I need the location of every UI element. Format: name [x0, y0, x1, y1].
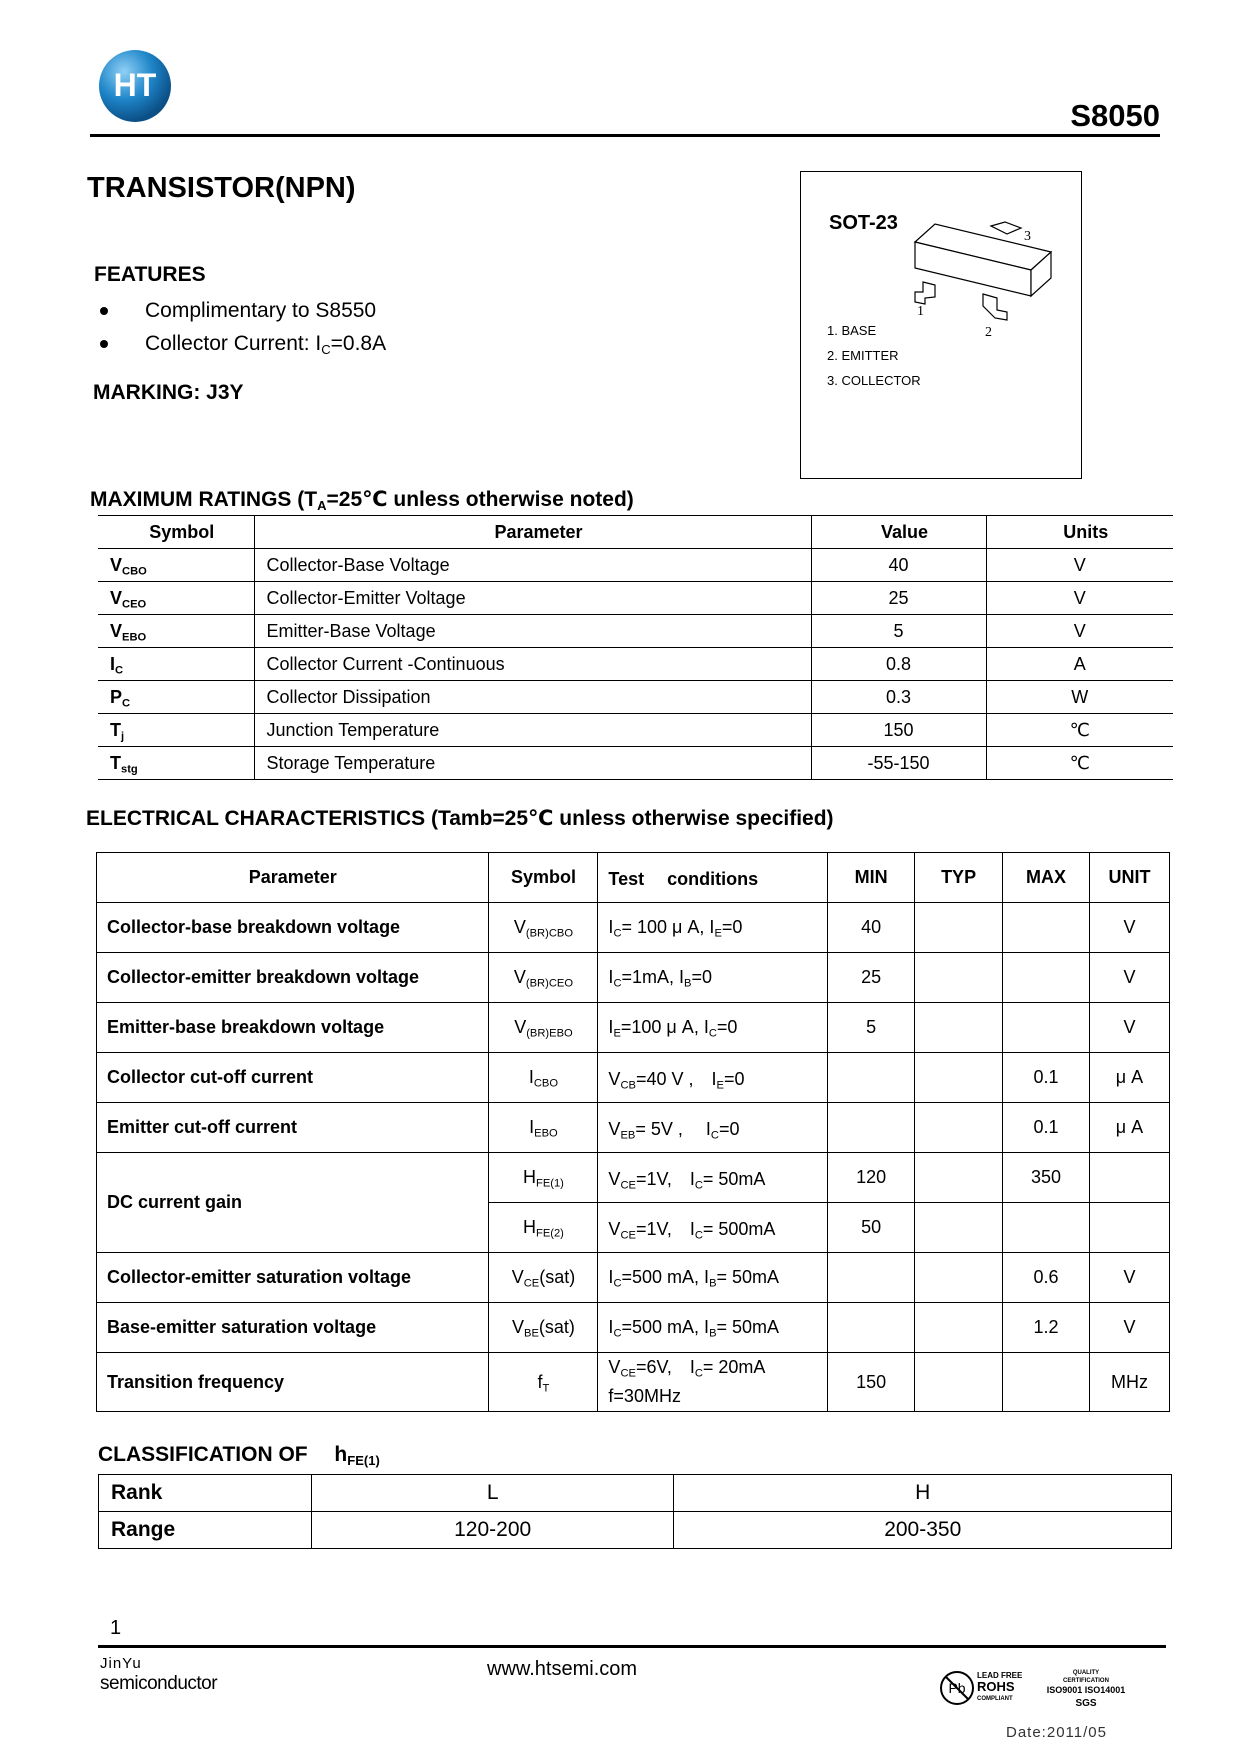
max-cell: 0.6 — [1003, 1253, 1090, 1303]
company-logo — [97, 48, 173, 124]
electrical-table — [96, 852, 1170, 1412]
bullet-icon — [100, 340, 108, 348]
table-row — [97, 1253, 1170, 1303]
feature-text: Complimentary to S8550 — [145, 299, 377, 322]
column-header: Parameter — [254, 516, 811, 549]
certification-badges — [938, 1662, 1148, 1712]
value-cell: 0.8 — [811, 648, 986, 681]
max-ratings-body — [98, 549, 1173, 780]
unit-cell: W — [986, 681, 1173, 714]
symbol-cell: $T_j$ — [98, 714, 254, 747]
part-number: S8050 — [1070, 98, 1160, 133]
symbol-cell: $V_{CEO}$ — [98, 582, 254, 615]
conditions-cell: $I_E=100$ μ A, $I_C=0$ — [598, 1003, 828, 1053]
conditions-cell: $V_{CE}=1V$, $I_C= 50mA$ — [598, 1153, 828, 1203]
range-cell: 120-200 — [311, 1512, 674, 1549]
table-row — [98, 681, 1173, 714]
table-row — [97, 903, 1170, 953]
symbol-cell: $I_C$ — [98, 648, 254, 681]
unit-cell — [1089, 1203, 1169, 1253]
column-header: Symbol — [98, 516, 254, 549]
typ-cell — [915, 903, 1003, 953]
pin-label: 2. EMITTER — [827, 348, 899, 363]
bullet-icon — [100, 307, 108, 315]
parameter-cell: Emitter-Base Voltage — [254, 615, 811, 648]
features-list — [100, 294, 386, 360]
typ-cell — [915, 1053, 1003, 1103]
feature-item — [100, 294, 386, 327]
min-cell: 5 — [828, 1003, 915, 1053]
company-name-line2: semiconductor — [100, 1673, 218, 1694]
parameter-cell: Collector-emitter saturation voltage — [97, 1253, 489, 1303]
table-row — [98, 648, 1173, 681]
table-row — [97, 1103, 1170, 1153]
unit-cell: ℃ — [986, 747, 1173, 780]
max-cell: 0.1 — [1003, 1053, 1090, 1103]
pin-number-2: 2 — [985, 325, 992, 340]
table-row — [97, 1303, 1170, 1353]
min-cell — [828, 1303, 915, 1353]
parameter-cell: Collector-Base Voltage — [254, 549, 811, 582]
badge-iso: ISO9001 ISO14001 — [1046, 1685, 1126, 1695]
unit-cell: ℃ — [986, 714, 1173, 747]
symbol-cell: $V_{(BR)CEO}$ — [489, 953, 598, 1003]
symbol-cell: $V_{CBO}$ — [98, 549, 254, 582]
symbol-cell: $f_T$ — [489, 1353, 598, 1412]
min-cell — [828, 1103, 915, 1153]
typ-cell — [915, 1153, 1003, 1203]
column-header: Parameter — [97, 853, 489, 903]
parameter-cell: Collector Dissipation — [254, 681, 811, 714]
table-row — [97, 1153, 1170, 1203]
parameter-cell: Collector cut-off current — [97, 1053, 489, 1103]
parameter-cell: Emitter-base breakdown voltage — [97, 1003, 489, 1053]
conditions-cell: $V_{EB}= 5V$ , $I_C=0$ — [598, 1103, 828, 1153]
value-cell: 5 — [811, 615, 986, 648]
unit-cell: V — [1089, 1003, 1169, 1053]
max-ratings-heading: MAXIMUM RATINGS ($T_A=25℃$ unless otherwise noted) — [90, 488, 634, 513]
conditions-cell: $I_C=500$ mA, $I_B= 50mA$ — [598, 1253, 828, 1303]
badge-pb: Pb — [948, 1680, 966, 1696]
min-cell: 40 — [828, 903, 915, 953]
badge-lead-free: LEAD FREE — [977, 1671, 1023, 1680]
table-row — [99, 1512, 1172, 1549]
unit-cell: μ A — [1089, 1103, 1169, 1153]
typ-cell — [915, 1353, 1003, 1412]
typ-cell — [915, 1203, 1003, 1253]
table-row — [98, 582, 1173, 615]
logo-text: HT — [113, 67, 157, 103]
max-cell: 350 — [1003, 1153, 1090, 1203]
min-cell: 50 — [828, 1203, 915, 1253]
features-heading: FEATURES — [94, 263, 206, 286]
max-cell — [1003, 953, 1090, 1003]
pin-label: 1. BASE — [827, 323, 877, 338]
electrical-heading: ELECTRICAL CHARACTERISTICS (Tamb=25℃ unless otherwise specified) — [86, 807, 834, 830]
symbol-cell: $V_{CE}(sat)$ — [489, 1253, 598, 1303]
unit-cell: μ A — [1089, 1053, 1169, 1103]
symbol-cell: $P_C$ — [98, 681, 254, 714]
max-cell: 0.1 — [1003, 1103, 1090, 1153]
typ-cell — [915, 1303, 1003, 1353]
max-cell — [1003, 1353, 1090, 1412]
conditions-cell: $I_C= 100$ μ A, $I_E=0$ — [598, 903, 828, 953]
min-cell: 150 — [828, 1353, 915, 1412]
table-row — [98, 747, 1173, 780]
unit-cell: V — [1089, 1253, 1169, 1303]
badge-quality: QUALITY — [1072, 1670, 1100, 1676]
column-header: UNIT — [1089, 853, 1169, 903]
conditions-cell: $V_{CE}=1V$, $I_C= 500mA$ — [598, 1203, 828, 1253]
symbol-cell: $T_{stg}$ — [98, 747, 254, 780]
symbol-cell: $V_{(BR)CBO}$ — [489, 903, 598, 953]
classification-heading: CLASSIFICATION OF $h_{FE(1)}$ — [98, 1443, 380, 1468]
conditions-cell: $V_{CB}=40$ V , $I_E=0$ — [598, 1053, 828, 1103]
table-row — [98, 549, 1173, 582]
pin-number-1: 1 — [917, 304, 924, 319]
company-name-line1: JinYu — [100, 1655, 142, 1672]
symbol-cell: $I_{CBO}$ — [489, 1053, 598, 1103]
pin-list — [827, 318, 921, 393]
max-cell — [1003, 903, 1090, 953]
parameter-cell: Collector-Emitter Voltage — [254, 582, 811, 615]
symbol-cell: $H_{FE(2)}$ — [489, 1203, 598, 1253]
badge-compliant: COMPLIANT — [977, 1696, 1013, 1702]
sot23-package-drawing — [911, 212, 1081, 342]
feature-item — [100, 327, 386, 360]
pin-label: 3. COLLECTOR — [827, 373, 921, 388]
min-cell: 25 — [828, 953, 915, 1003]
classification-table — [98, 1474, 1172, 1549]
rank-cell: H — [674, 1475, 1172, 1512]
unit-cell: MHz — [1089, 1353, 1169, 1412]
conditions-cell: $I_C=500$ mA, $I_B= 50mA$ — [598, 1303, 828, 1353]
unit-cell: V — [1089, 953, 1169, 1003]
column-header: MAX — [1003, 853, 1090, 903]
min-cell — [828, 1053, 915, 1103]
unit-cell: V — [986, 615, 1173, 648]
symbol-cell: $I_{EBO}$ — [489, 1103, 598, 1153]
column-header: Units — [986, 516, 1173, 549]
table-row — [97, 1353, 1170, 1412]
max-cell — [1003, 1203, 1090, 1253]
typ-cell — [915, 1103, 1003, 1153]
marking-code: MARKING: J3Y — [93, 381, 244, 404]
header-rule — [90, 134, 1160, 137]
conditions-cell: $I_C=1mA$, $I_B=0$ — [598, 953, 828, 1003]
column-header: Value — [811, 516, 986, 549]
document-title: TRANSISTOR(NPN) — [87, 172, 356, 204]
value-cell: 0.3 — [811, 681, 986, 714]
parameter-cell: DC current gain — [97, 1153, 489, 1253]
max-cell: 1.2 — [1003, 1303, 1090, 1353]
column-header: Symbol — [489, 853, 598, 903]
column-header: TYP — [915, 853, 1003, 903]
unit-cell: V — [1089, 903, 1169, 953]
package-box — [800, 171, 1082, 479]
feature-text: Collector Current: $I_C=0.8A$ — [145, 332, 387, 357]
parameter-cell: Base-emitter saturation voltage — [97, 1303, 489, 1353]
value-cell: 150 — [811, 714, 986, 747]
unit-cell: V — [986, 582, 1173, 615]
unit-cell — [1089, 1153, 1169, 1203]
website-link[interactable]: www.htsemi.com — [487, 1658, 638, 1680]
max-ratings-table — [98, 515, 1173, 780]
electrical-body — [97, 903, 1170, 1412]
symbol-cell: $V_{BE}(sat)$ — [489, 1303, 598, 1353]
table-row — [97, 1003, 1170, 1053]
rank-cell: L — [311, 1475, 674, 1512]
footer-rule — [98, 1645, 1166, 1648]
rank-label: Rank — [99, 1475, 312, 1512]
column-header: MIN — [828, 853, 915, 903]
symbol-cell: $V_{EBO}$ — [98, 615, 254, 648]
document-date: Date:2011/05 — [1006, 1724, 1107, 1741]
badge-rohs: ROHS — [977, 1679, 1015, 1694]
typ-cell — [915, 1253, 1003, 1303]
parameter-cell: Collector-emitter breakdown voltage — [97, 953, 489, 1003]
page-number: 1 — [110, 1617, 122, 1639]
parameter-cell: Junction Temperature — [254, 714, 811, 747]
package-name: SOT-23 — [829, 212, 898, 234]
table-row — [98, 714, 1173, 747]
column-header: Test conditions — [598, 853, 828, 903]
value-cell: -55-150 — [811, 747, 986, 780]
symbol-cell: $V_{(BR)EBO}$ — [489, 1003, 598, 1053]
max-cell — [1003, 1003, 1090, 1053]
range-cell: 200-350 — [674, 1512, 1172, 1549]
typ-cell — [915, 953, 1003, 1003]
badge-certification: CERTIFICATION — [1063, 1678, 1109, 1684]
range-label: Range — [99, 1512, 312, 1549]
parameter-cell: Transition frequency — [97, 1353, 489, 1412]
parameter-cell: Emitter cut-off current — [97, 1103, 489, 1153]
parameter-cell: Storage Temperature — [254, 747, 811, 780]
table-row — [99, 1475, 1172, 1512]
min-cell — [828, 1253, 915, 1303]
unit-cell: V — [1089, 1303, 1169, 1353]
pin-number-3: 3 — [1024, 229, 1031, 244]
typ-cell — [915, 1003, 1003, 1053]
unit-cell: A — [986, 648, 1173, 681]
min-cell: 120 — [828, 1153, 915, 1203]
unit-cell: V — [986, 549, 1173, 582]
conditions-cell: $V_{CE}=6V$, $I_C= 20mA$ f=30MHz — [598, 1353, 828, 1412]
badge-sgs: SGS — [1075, 1698, 1097, 1709]
parameter-cell: Collector-base breakdown voltage — [97, 903, 489, 953]
parameter-cell: Collector Current -Continuous — [254, 648, 811, 681]
table-row — [97, 1053, 1170, 1103]
value-cell: 25 — [811, 582, 986, 615]
symbol-cell: $H_{FE(1)}$ — [489, 1153, 598, 1203]
table-row — [98, 615, 1173, 648]
table-row — [97, 953, 1170, 1003]
value-cell: 40 — [811, 549, 986, 582]
